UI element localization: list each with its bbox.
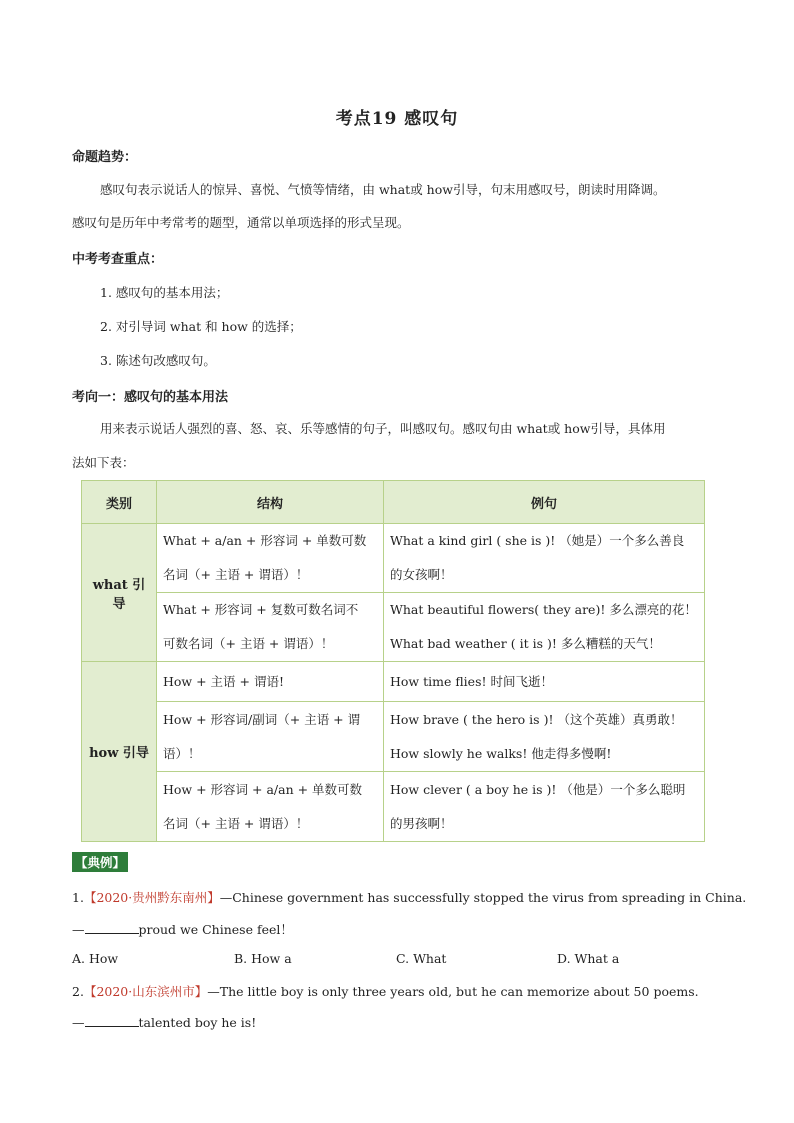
question-text: —Chinese government has successfully stopped the virus from spreading in China. xyxy=(219,890,747,905)
question-2-answer-line xyxy=(72,1014,256,1030)
example-line: What a kind girl ( she is )! （她是）一个多么善良 xyxy=(390,533,685,548)
answer-blank[interactable] xyxy=(85,1014,139,1027)
example-badge: 【典例】 xyxy=(72,852,128,872)
trend-line-2: 感叹句是历年中考常考的题型，通常以单项选择的形式呈现。 xyxy=(72,215,410,230)
page-title: 考点19 感叹句 xyxy=(335,109,459,129)
question-1 xyxy=(72,888,746,906)
example-cell xyxy=(384,702,705,772)
structure-cell xyxy=(157,702,384,772)
table-row xyxy=(82,524,705,593)
example-line: What beautiful flowers( they are)! 多么漂亮的花！ xyxy=(390,602,697,617)
section-heading: 考向一：感叹句的基本用法 xyxy=(72,390,229,405)
structure-line: How + 主语 + 谓语! xyxy=(163,674,284,689)
structure-cell xyxy=(157,662,384,702)
option-b: B. How a xyxy=(234,951,292,966)
example-cell xyxy=(384,772,705,842)
example-cell xyxy=(384,593,705,662)
question-number: 2. xyxy=(72,984,84,999)
table-header-row xyxy=(82,481,705,524)
table-row xyxy=(82,702,705,772)
question-text: —The little boy is only three years old, but he can memorize about 50 poems. xyxy=(207,984,699,999)
structure-line: 名词（+ 主语 + 谓语）！ xyxy=(163,815,309,831)
section-intro-line-1: 用来表示说话人强烈的喜、怒、哀、乐等感情的句子，叫感叹句。感叹句由 what或 how引导，具体用 xyxy=(100,421,666,436)
structure-line: What + a/an + 形容词 + 单数可数 xyxy=(163,533,367,548)
question-source: 【2020·山东滨州市】 xyxy=(83,984,208,999)
question-2 xyxy=(72,982,699,1000)
option-c: C. What xyxy=(396,951,447,966)
header-example: 例句 xyxy=(384,481,705,524)
option-d: D. What a xyxy=(557,951,620,966)
example-line: How slowly he walks! 他走得多慢啊! xyxy=(390,745,612,761)
example-line: How clever ( a boy he is )! （他是）一个多么聪明 xyxy=(390,781,686,797)
example-line: What bad weather ( it is )! 多么糟糕的天气！ xyxy=(390,636,661,651)
focus-heading: 中考考查重点： xyxy=(72,252,164,267)
structure-cell xyxy=(157,524,384,593)
structure-line: 名词（+ 主语 + 谓语）！ xyxy=(163,567,309,582)
question-number: 1. xyxy=(72,890,84,905)
section-intro-line-2: 法如下表： xyxy=(72,455,135,470)
question-source: 【2020·贵州黔东南州】 xyxy=(83,890,220,905)
example-line: How brave ( the hero is )! （这个英雄）真勇敢！ xyxy=(390,711,683,727)
example-cell xyxy=(384,662,705,702)
category-how: how 引导 xyxy=(82,662,157,842)
structure-cell xyxy=(157,772,384,842)
structure-cell xyxy=(157,593,384,662)
focus-item: 3. 陈述句改感叹句。 xyxy=(100,353,216,368)
example-line: How time flies! 时间飞逝！ xyxy=(390,674,553,689)
header-category: 类别 xyxy=(82,481,157,524)
dash: — xyxy=(72,1015,85,1030)
table-row xyxy=(82,593,705,662)
structure-line: How + 形容词 + a/an + 单数可数 xyxy=(163,781,363,797)
focus-item: 1. 感叹句的基本用法； xyxy=(100,285,229,300)
focus-item: 2. 对引导词 what 和 how 的选择； xyxy=(100,319,302,334)
table-row xyxy=(82,662,705,702)
example-line: 的男孩啊！ xyxy=(390,815,453,831)
trend-line-1: 感叹句表示说话人的惊异、喜悦、气愤等情绪，由 what或 how引导，句末用感叹号，朗读时用降调。 xyxy=(100,182,666,197)
structure-line: How + 形容词/副词（+ 主语 + 谓 xyxy=(163,711,361,727)
option-a: A. How xyxy=(72,951,119,966)
trend-heading: 命题趋势： xyxy=(72,150,138,165)
category-what: what 引导 xyxy=(82,524,157,662)
usage-table xyxy=(81,480,705,842)
answer-blank[interactable] xyxy=(85,921,139,934)
table-row xyxy=(82,772,705,842)
question-1-answer-line xyxy=(72,920,293,938)
structure-line: 可数名词（+ 主语 + 谓语）！ xyxy=(163,636,334,651)
answer-rest: talented boy he is! xyxy=(138,1015,257,1030)
structure-line: 语）！ xyxy=(163,745,201,761)
example-cell xyxy=(384,524,705,593)
header-structure: 结构 xyxy=(157,481,384,524)
structure-line: What + 形容词 + 复数可数名词不 xyxy=(163,602,359,617)
example-line: 的女孩啊！ xyxy=(390,567,453,582)
answer-rest: proud we Chinese feel！ xyxy=(138,922,293,937)
dash: — xyxy=(72,922,85,937)
